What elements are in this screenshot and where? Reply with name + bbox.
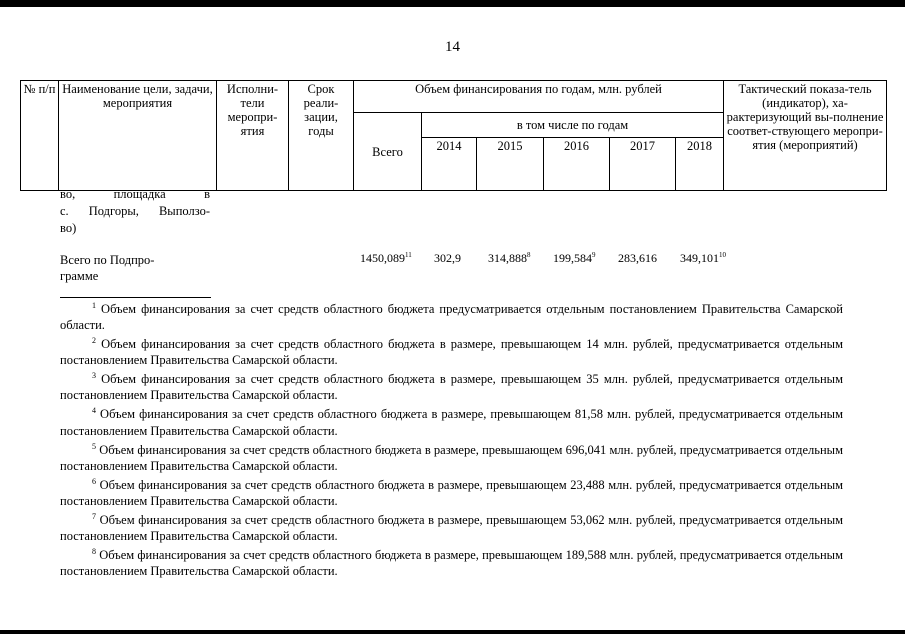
footnote: $^6$ Объем финансирования за счет средств областного бюджета в размере, превышающем 23,488 млн. рублей, предусматривается отдельным постановлением Правительства Самарской области.: [60, 476, 843, 508]
continuation-line: с. Подгоры, Выползо-: [60, 204, 210, 218]
header-year-2015: 2015: [477, 138, 544, 191]
footnote: $^8$ Объем финансирования за счет средств областного бюджета в размере, превышающем 189,588 млн. рублей, предусматривается отдельным постановлением Правительства Самарской области.: [60, 547, 843, 579]
header-name: Наименование цели, задачи, мероприятия: [59, 81, 217, 191]
continuation-line: во, площадка в: [60, 187, 210, 201]
footnote: $^1$ Объем финансирования за счет средств областного бюджета предусматривается отдельным постановлением Правительства Самарской области.: [60, 301, 843, 333]
footnote: $^2$ Объем финансирования за счет средств областного бюджета в размере, превышающем 14 млн. рублей, предусматривается отдельным постановлением Правительства Самарской области.: [60, 336, 843, 368]
footnote: $^5$ Объем финансирования за счет средств областного бюджета в размере, превышающем 696,041 млн. рублей, предусматривается отдельным постановлением Правительства Самарской области.: [60, 441, 843, 473]
header-term: Срок реали-зации, годы: [289, 81, 354, 191]
header-year-2017: 2017: [610, 138, 676, 191]
value-2014: 302,9: [434, 251, 461, 265]
header-funding: Объем финансирования по годам, млн. рублей: [354, 81, 724, 113]
value-2017: 283,616: [618, 251, 657, 265]
continuation-text: [60, 186, 210, 237]
continuation-line: во): [60, 221, 77, 235]
footnotes: [60, 298, 843, 579]
total-value: 1450,089$^{11}$: [360, 251, 412, 265]
bottom-border-bar: [0, 630, 905, 634]
header-year-2016: 2016: [544, 138, 610, 191]
header-indicator: Тактический показа-тель (индикатор), ха-рактеризующий вы-полнение соответ-ствующего меропри-ятия (мероприятий): [724, 81, 887, 191]
page-number: 14: [445, 39, 460, 55]
value-2018: 349,101$^{10}$: [680, 251, 726, 265]
footnote: $^3$ Объем финансирования за счет средств областного бюджета в размере, превышающем 35 млн. рублей, предусматривается отдельным постановлением Правительства Самарской области.: [60, 371, 843, 403]
header-by-years: в том числе по годам: [422, 113, 724, 138]
header-num: № п/п: [21, 81, 59, 191]
footnote: $^7$ Объем финансирования за счет средств областного бюджета в размере, превышающем 53,062 млн. рублей, предусматривается отдельным постановлением Правительства Самарской области.: [60, 511, 843, 544]
footnote: $^4$ Объем финансирования за счет средств областного бюджета в размере, превышающем 81,58 млн. рублей, предусматривается отдельным постановлением Правительства Самарской области.: [60, 406, 843, 438]
header-year-2014: 2014: [422, 138, 477, 191]
value-2015: 314,888$^8$: [488, 251, 531, 265]
header-year-2018: 2018: [676, 138, 724, 191]
top-border-bar: [0, 0, 905, 7]
value-2016: 199,584$^9$: [553, 251, 596, 265]
funding-table: [20, 80, 887, 191]
header-total: Всего: [354, 113, 422, 191]
total-row-label: Всего по Подпро-грамме: [60, 253, 155, 283]
header-executors: Исполни-тели меропри-ятия: [217, 81, 289, 191]
